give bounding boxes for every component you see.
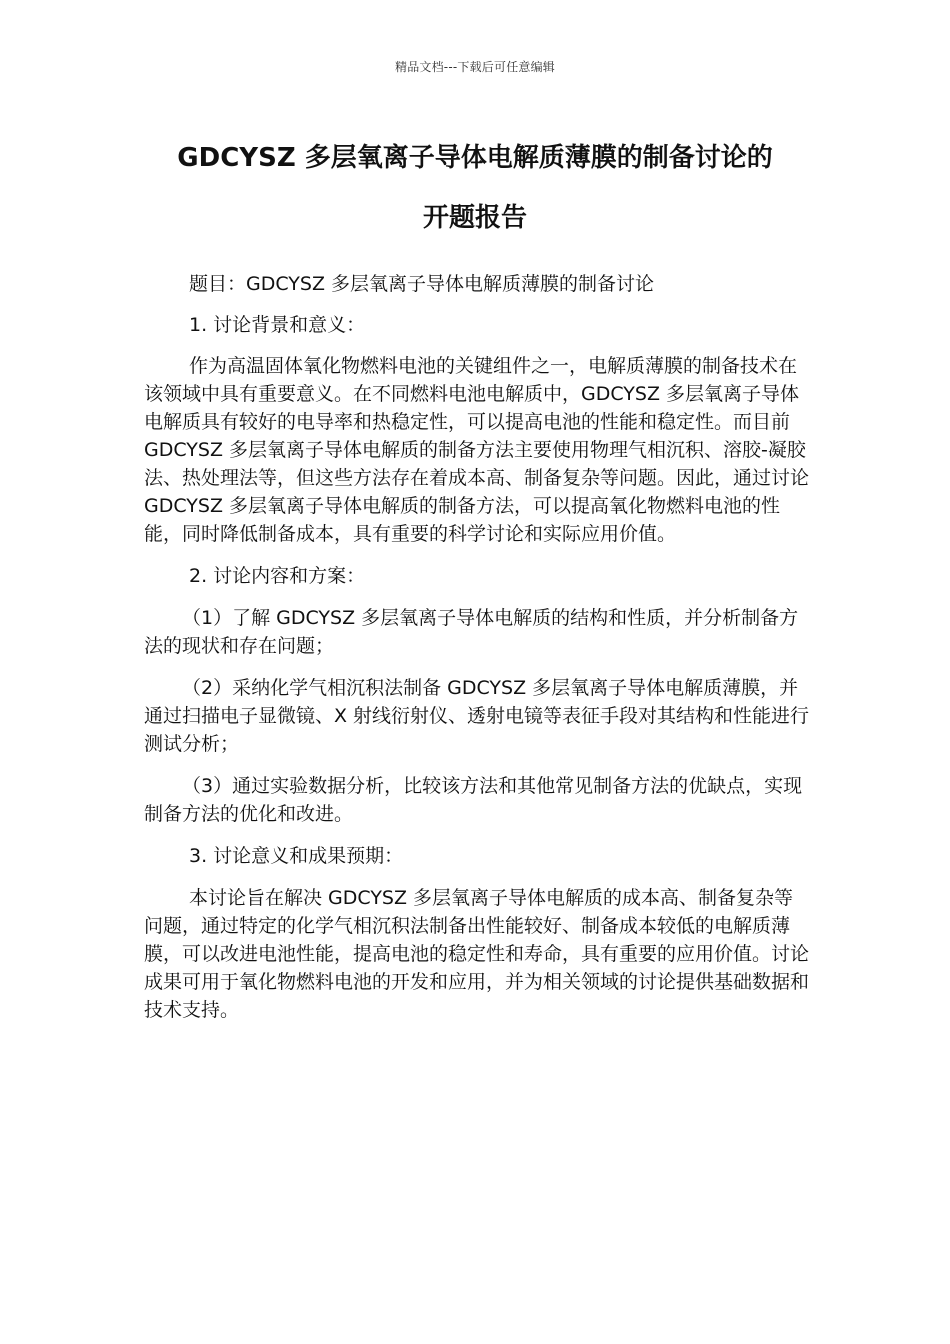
section-2-item-2: （2）采纳化学气相沉积法制备 GDCYSZ 多层氧离子导体电解质薄膜，并通过扫描电子显微镜、X 射线衍射仪、透射电镜等表征手段对其结构和性能进行测试分析；	[144, 677, 810, 755]
section-2-item-1: （1）了解 GDCYSZ 多层氧离子导体电解质的结构和性质，并分析制备方法的现状和存在问题；	[144, 607, 799, 657]
section-3-heading: 3. 讨论意义和成果预期：	[189, 845, 404, 867]
section-3-body: 本讨论旨在解决 GDCYSZ 多层氧离子导体电解质的成本高、制备复杂等问题，通过特定的化学气相沉积法制备出性能较好、制备成本较低的电解质薄膜，可以改进电池性能，提高电池的稳定性和寿命，具有重要的应用价值。讨论成果可用于氧化物燃料电池的开发和应用，并为相关领域的讨论提供基础数据和技术支持。	[144, 887, 810, 1021]
document-title	[140, 128, 810, 248]
document-body	[144, 270, 812, 1024]
topic-line: 题目：GDCYSZ 多层氧离子导体电解质薄膜的制备讨论	[189, 273, 655, 295]
header-note: 精品文档---下载后可任意编辑	[395, 60, 555, 74]
title-line-2: 开题报告	[422, 203, 527, 233]
title-line-1: GDCYSZ 多层氧离子导体电解质薄膜的制备讨论的	[177, 143, 773, 173]
section-2-item-3: （3）通过实验数据分析，比较该方法和其他常见制备方法的优缺点，实现制备方法的优化和改进。	[144, 775, 803, 825]
section-1-heading: 1. 讨论背景和意义：	[189, 314, 366, 336]
section-2-heading: 2. 讨论内容和方案：	[189, 565, 366, 587]
section-1-body: 作为高温固体氧化物燃料电池的关键组件之一，电解质薄膜的制备技术在该领域中具有重要意义。在不同燃料电池电解质中，GDCYSZ 多层氧离子导体电解质具有较好的电导率和热稳定性，可以提高电池的性能和稳定性。而目前 GDCYSZ 多层氧离子导体电解质的制备方法主要使用物理气相沉积、溶胶-凝胶法、热处理法等，但这些方法存在着成本高、制备复杂等问题。因此，通过讨论 GDCYSZ 多层氧离子导体电解质的制备方法，可以提高氧化物燃料电池的性能，同时降低制备成本，具有重要的科学讨论和实际应用价值。	[144, 355, 810, 545]
